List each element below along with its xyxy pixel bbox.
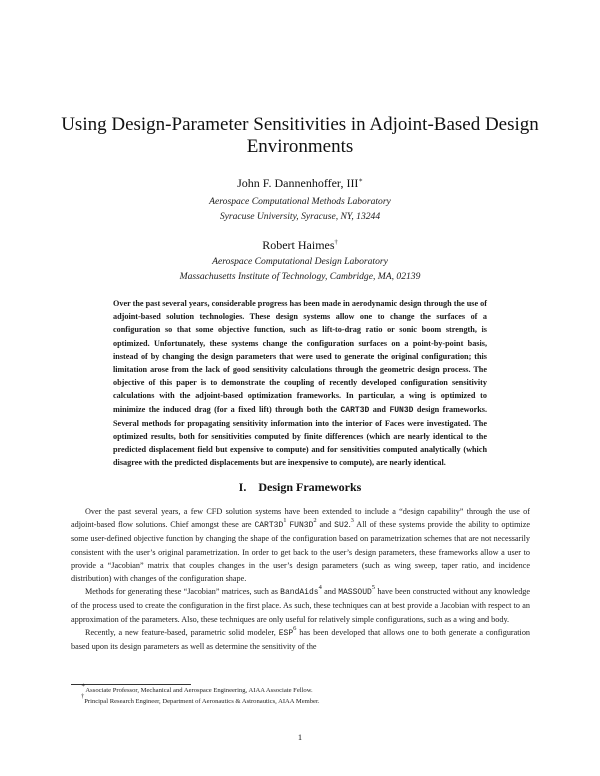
p2-text: Methods for generating these “Jacobian” matrices, such as	[85, 587, 278, 597]
author-2-footnote-mark: †	[334, 239, 338, 246]
code-fun3d: FUN3D	[389, 405, 414, 415]
section-heading	[0, 480, 600, 495]
author-1-footnote-mark: ∗	[358, 177, 363, 184]
section-number: I.	[238, 480, 247, 494]
author-2	[0, 238, 600, 253]
code-cart3d: CART3D	[340, 405, 370, 415]
footnote-rule	[71, 684, 191, 685]
code-cart3d-ref: CART3D	[254, 521, 284, 531]
abstract-text: Over the past several years, considerable progress has been made in aerodynamic design through the use of adjoint-based solution technologies. These design systems allow one to change the surfaces of a configuration so that some objective function, such as lift-to-drag ratio or sonic boom strength, is optimized. Unfortunately, these systems change the configuration surfaces on a point-by-point basis, instead of by changing the design parameters that were used to generate the original configuration; this limitation arose from the lack of good sensitivity calculations through the geometric design process. The objective of this paper is to demonstrate the coupling of recently developed configuration sensitivity calculations with the adjoint-based optimization frameworks. In particular, a wing is optimized to minimize the induced drag (for a fixed lift) through both the	[113, 299, 487, 414]
p1-and: and	[319, 520, 332, 530]
body-paragraph-3	[71, 626, 530, 653]
p1-text: Over the past several years, a few CFD solution systems have been extended to include a “design capability” through the use of adjoint-based flow solutions. Chief amongst these are	[71, 507, 530, 530]
p3-text-b: has been developed that allows one to both generate a configuration based upon its design parameters as well as determine the sensitivity of the	[71, 627, 531, 652]
citation-5: 5	[371, 584, 376, 592]
code-bandaids-ref: BandAids	[280, 588, 319, 598]
author-2-affiliation-university: Massachusetts Institute of Technology, Cambridge, MA, 02139	[179, 271, 421, 282]
body-text	[71, 505, 530, 653]
citation-4: 4	[318, 584, 322, 592]
author-1-name: John F. Dannenhoffer, III	[237, 176, 359, 190]
footnote-1-mark: ∗	[81, 682, 86, 689]
p3-text: Recently, a new feature-based, parametric solid modeler,	[85, 627, 276, 637]
paper-title: Using Design-Parameter Sensitivities in Adjoint-Based Design Environments	[61, 114, 539, 157]
citation-6: 6	[293, 624, 297, 632]
abstract-text-and: and	[372, 404, 386, 414]
code-fun3d-ref: FUN3D	[289, 521, 314, 531]
abstract-text-end: design frameworks. Several methods for propagating sensitivity information into the interior of Faces were investigated. The optimized results, both for sensitivities computed by finite differences (which are nearly identical to the predicted displacement field but expensive to compute) and for sensitivities computed analytically (which disagree with the predicted displacements but are inexpensive to compute), are nearly identical.	[113, 404, 488, 468]
p2-text-b: have been constructed without any knowledge of the process used to create the configuration in the first place. As such, these techniques can at best provide a Jacobian with respect to an approximation of the parameters. Also, these techniques are only useful for relatively simple configurations, such as a wing and body.	[71, 587, 531, 624]
p1-text-b: All of these systems provide the ability to optimize some user-defined objective function by changing the shape of the configuration based on parametrization schemes that are not necessarily consistent with the user’s original parametrization. In order to get back to the user’s design parameters, these frameworks allow a user to provide a “Jacobian” matrix that couples changes in the user’s design parameters (such as wing sweep, taper ratio, and incidence distribution) with changes of the configuration shape.	[71, 520, 531, 584]
citation-1: 1	[283, 517, 287, 525]
footnote-2-text: Principal Research Engineer, Department of Aeronautics & Astronautics, AIAA Member.	[84, 698, 320, 705]
abstract	[113, 297, 487, 470]
author-1-affiliation-lab: Aerospace Computational Methods Laboratory	[209, 196, 391, 207]
citation-3: 3	[350, 517, 354, 525]
author-1	[0, 176, 600, 191]
author-2-name: Robert Haimes	[262, 238, 335, 252]
author-2-affiliation-lab: Aerospace Computational Design Laboratory	[212, 256, 388, 267]
abstract-paragraph	[113, 297, 487, 470]
code-massoud-ref: MASSOUD	[338, 588, 372, 598]
footnote-1-text: Associate Professor, Mechanical and Aerospace Engineering, AIAA Associate Fellow.	[85, 687, 313, 694]
page-number: 1	[297, 732, 303, 742]
author-1-affiliation-university: Syracuse University, Syracuse, NY, 13244	[219, 211, 381, 222]
body-paragraph-1: Over the past several years, a few CFD solution systems have been extended to include a “design capability” through the use of adjoint-based flow solutions. Chief amongst these are $CART3D^1$ $FUN3D^2$ and SU2.$^3$ All of these systems provide the ability to optimize some user-defined objective function by changing the shape of the configuration based on parametrization schemes that are not necessarily consistent with the user’s original parametrization. In order to get back to the user’s design parameters, these frameworks allow a user to provide a “Jacobian” matrix that couples changes in the user’s design parameters (such as wing sweep, taper ratio, and incidence distribution) with changes of the configuration shape.	[71, 507, 531, 584]
body-paragraph-2	[71, 585, 530, 626]
p2-and: and	[324, 587, 336, 597]
citation-2: 2	[313, 517, 317, 525]
code-su2-ref: SU2	[334, 521, 349, 531]
code-esp-ref: ESP	[278, 628, 294, 638]
section-title: Design Frameworks	[258, 480, 362, 494]
footnote-2-mark: †	[81, 693, 85, 700]
footnote-1	[81, 682, 530, 697]
footnote-2	[81, 693, 530, 708]
